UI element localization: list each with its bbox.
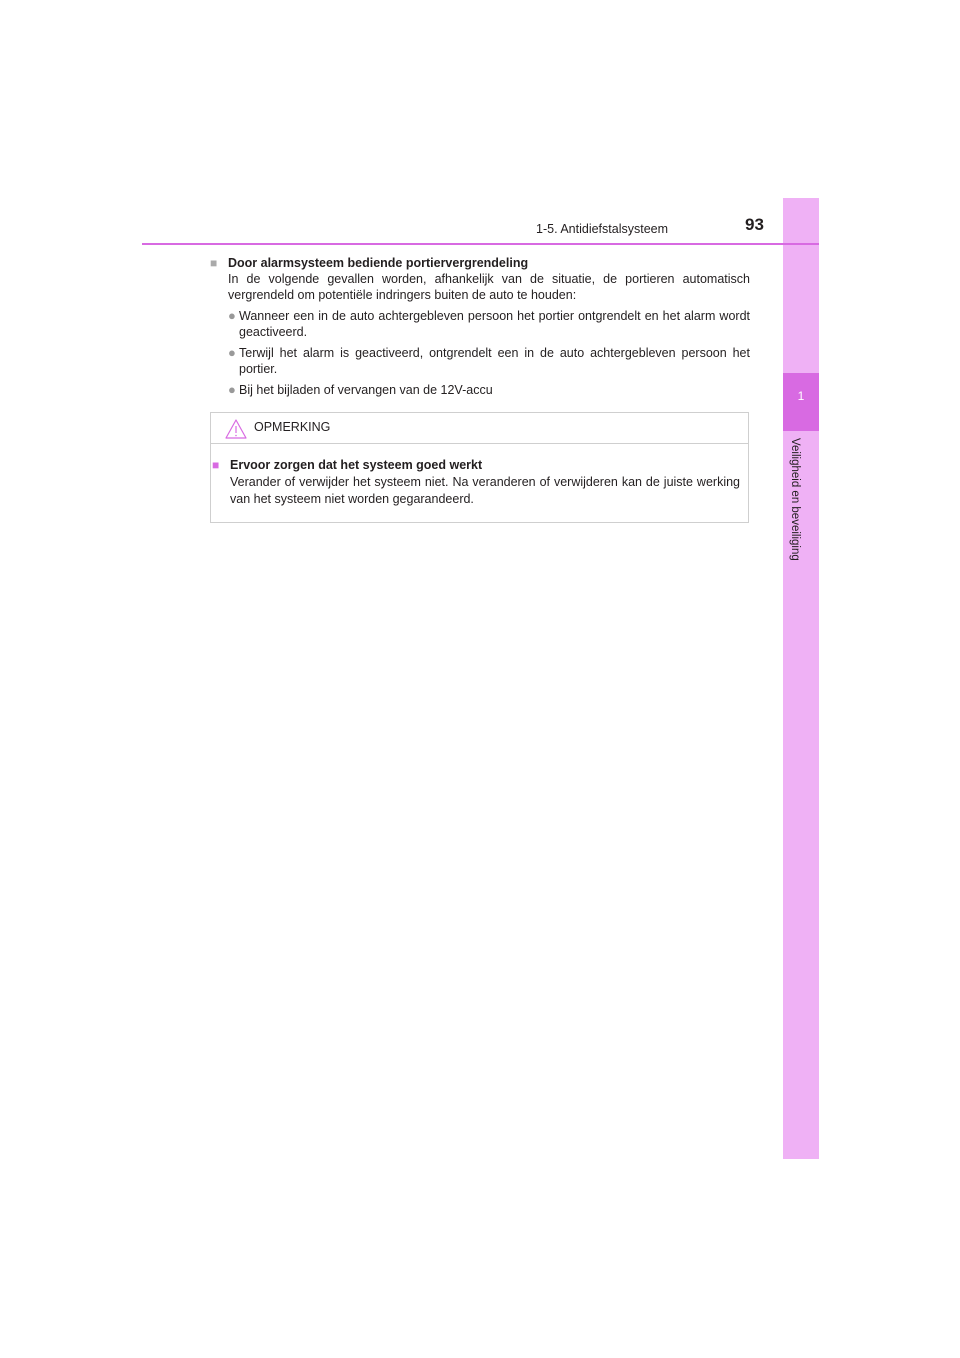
content-section <box>210 255 750 398</box>
notice-heading <box>211 457 740 474</box>
chapter-sidebar <box>783 198 819 1159</box>
chapter-label: Veiligheid en beveiliging <box>789 438 801 561</box>
header-rule <box>142 243 819 245</box>
header-section-title: 1-5. Antidiefstalsysteem <box>536 222 669 236</box>
circle-bullet-icon: ● <box>228 345 236 360</box>
chapter-number: 1 <box>797 389 805 403</box>
circle-bullet-icon: ● <box>228 308 236 323</box>
warning-icon <box>225 419 247 439</box>
notice-title: OPMERKING <box>254 420 331 434</box>
notice-body <box>211 444 748 508</box>
section-intro: In de volgende gevallen worden, afhankelijk van de situatie, de portieren automatisch vergrendeld om potentiële indringers buiten de auto te houden: <box>228 272 750 302</box>
list-item <box>228 308 750 340</box>
notice-heading-text: Ervoor zorgen dat het systeem goed werkt <box>230 458 483 472</box>
square-bullet-icon: ■ <box>210 256 218 270</box>
list-item-text: Wanneer een in de auto achtergebleven persoon het portier ontgrendelt en het alarm wordt geactiveerd. <box>239 309 750 339</box>
list-item <box>228 382 750 398</box>
notice-text: Verander of verwijder het systeem niet. Na veranderen of verwijderen kan de juiste werking van het systeem niet worden gegarandeerd. <box>230 475 740 506</box>
notice-header <box>211 413 748 444</box>
list-item-text: Terwijl het alarm is geactiveerd, ontgrendelt een in de auto achtergebleven persoon het portier. <box>239 346 750 376</box>
list-item <box>228 345 750 377</box>
section-heading <box>210 255 750 271</box>
page-number: 93 <box>745 215 764 234</box>
circle-bullet-icon: ● <box>228 382 236 397</box>
square-bullet-icon: ■ <box>212 458 220 472</box>
list-item-text: Bij het bijladen of vervangen van de 12V-accu <box>239 383 493 397</box>
section-heading-text: Door alarmsysteem bediende portiervergrendeling <box>228 256 529 270</box>
notice-box <box>210 412 749 523</box>
